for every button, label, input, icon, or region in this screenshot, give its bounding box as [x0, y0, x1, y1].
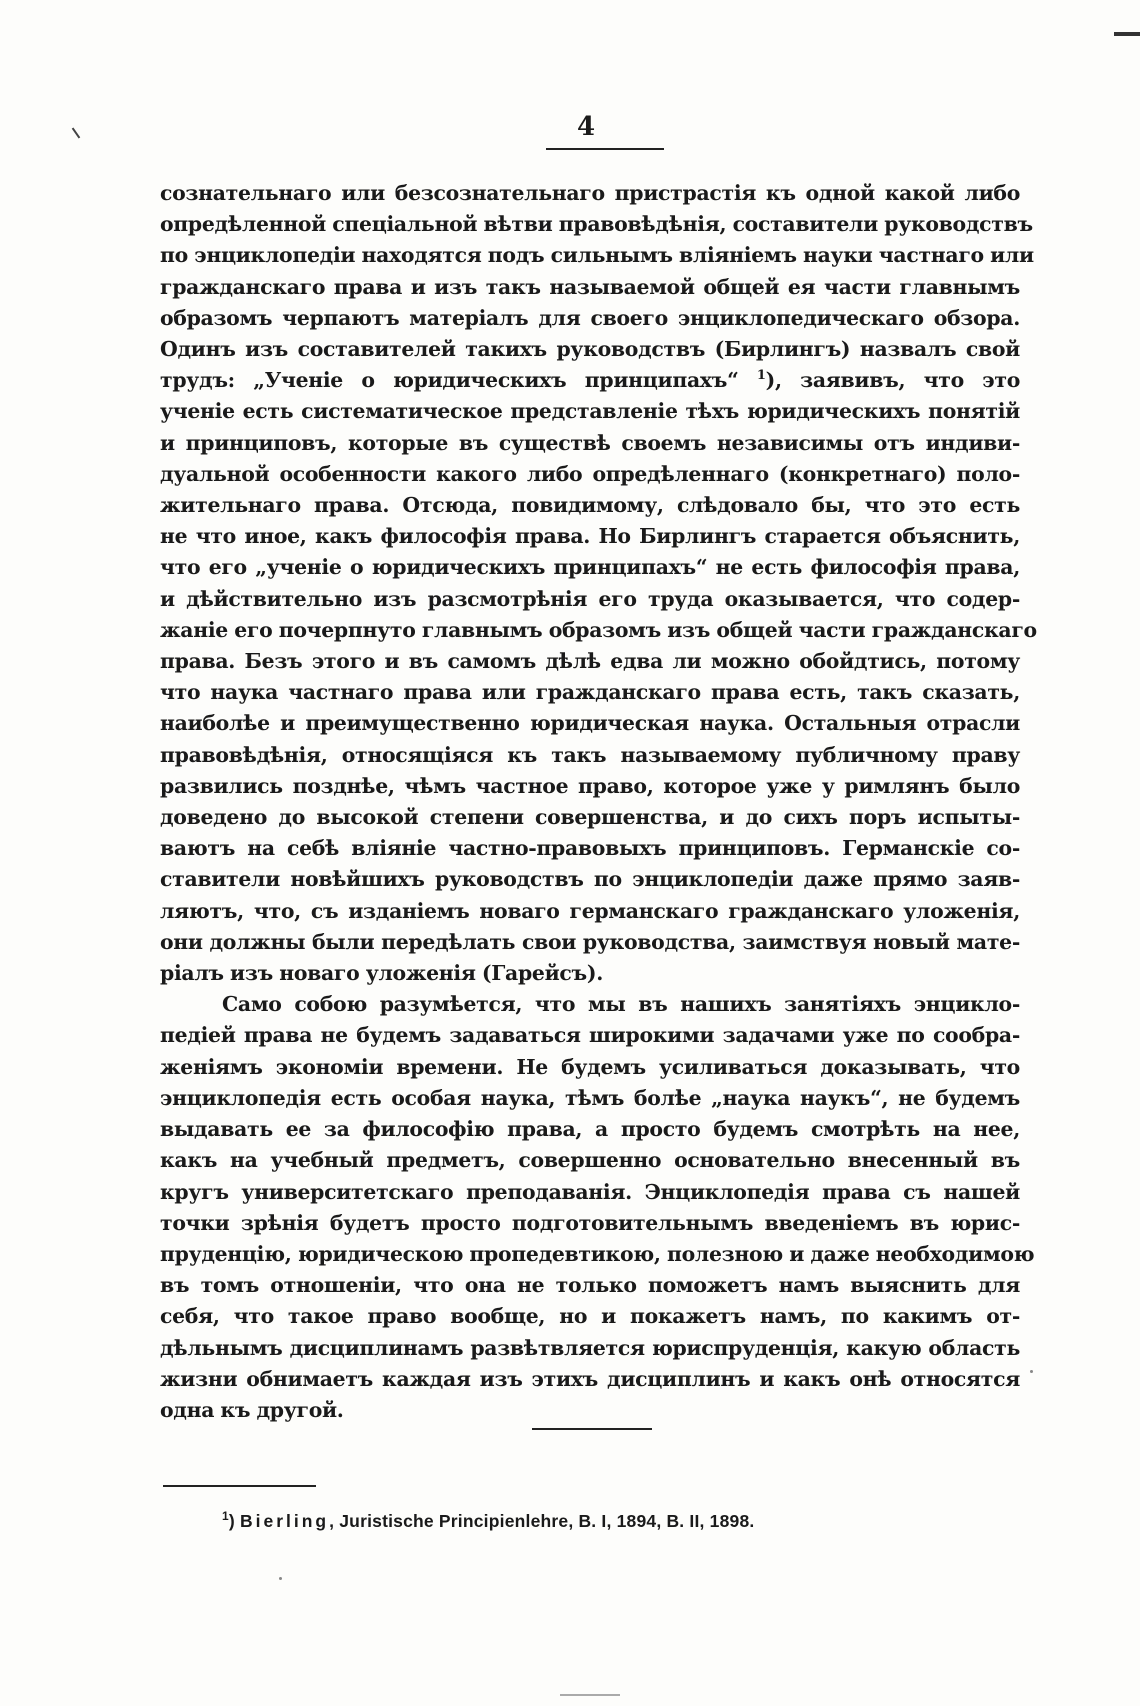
scan-speck — [279, 1577, 282, 1580]
text-line: права. Безъ этого и въ самомъ дѣлѣ едва ли можно обойдтись, потому — [160, 649, 1020, 674]
text-line: жизни обнимаетъ каждая изъ этихъ дисциплинъ и какъ онѣ относятся — [160, 1366, 1020, 1391]
text-line-with-footnote-ref — [160, 365, 1020, 396]
scan-speck — [1030, 1370, 1033, 1373]
text-line: что наука частнаго права или гражданскаго права есть, такъ сказать, — [160, 680, 1020, 705]
text-line: и дѣйствительно изъ разсмотрѣнія его труда оказывается, что содер- — [160, 586, 1020, 611]
text-line: что его „ученіе о юридическихъ принципахъ“ не есть философія права, — [160, 555, 1020, 580]
text-line: наиболѣе и преимущественно юридическая наука. Остальныя отрасли — [160, 711, 1020, 736]
text-line: ляютъ, что, съ изданіемъ новаго германскаго гражданскаго уложенія, — [160, 898, 1020, 923]
text-line: ваютъ на себѣ вліяніе частно-правовыхъ принциповъ. Германскіе со- — [160, 836, 1020, 861]
text-line: не что иное, какъ философія права. Но Бирлингъ старается объяснить, — [160, 524, 1020, 549]
text-line: ставители новѣйшихъ руководствъ по энциклопедіи даже прямо заяв- — [160, 867, 1020, 892]
text-line: одна къ другой. — [160, 1397, 344, 1422]
text-line: образомъ черпаютъ матеріалъ для своего энциклопедическаго обзора. — [160, 305, 1020, 330]
text-line: жаніе его почерпнуто главнымъ образомъ изъ общей части гражданскаго — [160, 617, 1037, 642]
text-line: Одинъ изъ составителей такихъ руководствъ (Бирлингъ) назвалъ свой — [160, 337, 1020, 362]
text-line: дуальной особенности какого либо опредѣленнаго (конкретнаго) поло- — [160, 461, 1020, 486]
line-text: трудъ: „Ученіе о юридическихъ принципахъ“ — [160, 368, 739, 393]
text-line: энциклопедія есть особая наука, тѣмъ болѣе „наука наукъ“, не будемъ — [160, 1085, 1020, 1110]
text-line: педіей права не будемъ задаваться широкими задачами уже по сообра- — [160, 1023, 1020, 1048]
footnote-paren: ) — [228, 1511, 235, 1531]
text-line: точки зрѣнія будетъ просто подготовительнымъ введеніемъ въ юрис- — [160, 1210, 1020, 1235]
text-line: въ томъ отношеніи, что она не только поможетъ намъ выяснить для — [160, 1273, 1020, 1298]
text-line: сознательнаго или безсознательнаго пристрастія къ одной какой либо — [160, 181, 1020, 205]
text-line: развились позднѣе, чѣмъ частное право, которое уже у римлянъ было — [160, 773, 1020, 798]
footnote-reference: 1 — [756, 368, 766, 384]
text-line: какъ на учебный предметъ, совершенно основательно внесенный въ — [160, 1148, 1020, 1173]
main-text — [160, 178, 1037, 1426]
line-text: ), заявивъ, что это — [765, 368, 1020, 393]
page-number: 4 — [576, 112, 596, 142]
footnote-author: Bierling — [239, 1511, 330, 1531]
text-line: ріалъ изъ новаго уложенія (Гарейсъ). — [160, 961, 604, 986]
footnote-citation: , Juristische Principienlehre, B. I, 1894, B. II, 1898. — [329, 1511, 755, 1531]
text-line: они должны были передѣлать свои руководства, заимствуя новый мате- — [160, 929, 1020, 954]
text-line: Само собою разумѣется, что мы въ нашихъ занятіяхъ энцикло- — [222, 992, 1020, 1017]
scan-bottom-mark — [560, 1694, 620, 1696]
text-line: женіямъ экономіи времени. Не будемъ усиливаться доказывать, что — [160, 1054, 1020, 1079]
text-line: и принциповъ, которые въ существѣ своемъ независимы отъ индиви- — [160, 430, 1020, 455]
footnote-number: 1 — [222, 1509, 229, 1524]
text-line: жительнаго права. Отсюда, повидимому, слѣдовало бы, что это есть — [160, 493, 1020, 518]
page-number-rule — [546, 148, 664, 150]
text-line: ученіе есть систематическое представленіе тѣхъ юридическихъ понятій — [160, 399, 1020, 424]
text-line: себя, что такое право вообще, но и покажетъ намъ, по какимъ от- — [160, 1304, 1020, 1329]
text-line: по энциклопедіи находятся подъ сильнымъ вліяніемъ науки частнаго или — [160, 243, 1034, 268]
text-line: пруденцію, юридическою пропедевтикою, полезною и даже необходимою — [160, 1241, 1035, 1266]
text-line: дѣльнымъ дисциплинамъ развѣтвляется юриспруденція, какую область — [160, 1335, 1020, 1360]
scan-edge-mark — [1114, 32, 1140, 36]
text-line: опредѣленной спеціальной вѣтви правовѣдѣнія, составители руководствъ — [160, 212, 1033, 237]
section-end-rule — [532, 1428, 652, 1430]
text-line: кругъ университетскаго преподаванія. Энциклопедія права съ нашей — [160, 1179, 1020, 1204]
footnote-separator — [163, 1485, 316, 1487]
text-line: правовѣдѣнія, относящіяся къ такъ называемому публичному праву — [160, 742, 1020, 767]
footnote — [222, 1511, 754, 1532]
text-line: гражданскаго права и изъ такъ называемой общей ея части главнымъ — [160, 274, 1020, 299]
text-line: доведено до высокой степени совершенства, и до сихъ поръ испыты- — [160, 805, 1020, 830]
text-line: выдавать ее за философію права, а просто будемъ смотрѣть на нее, — [160, 1117, 1020, 1142]
